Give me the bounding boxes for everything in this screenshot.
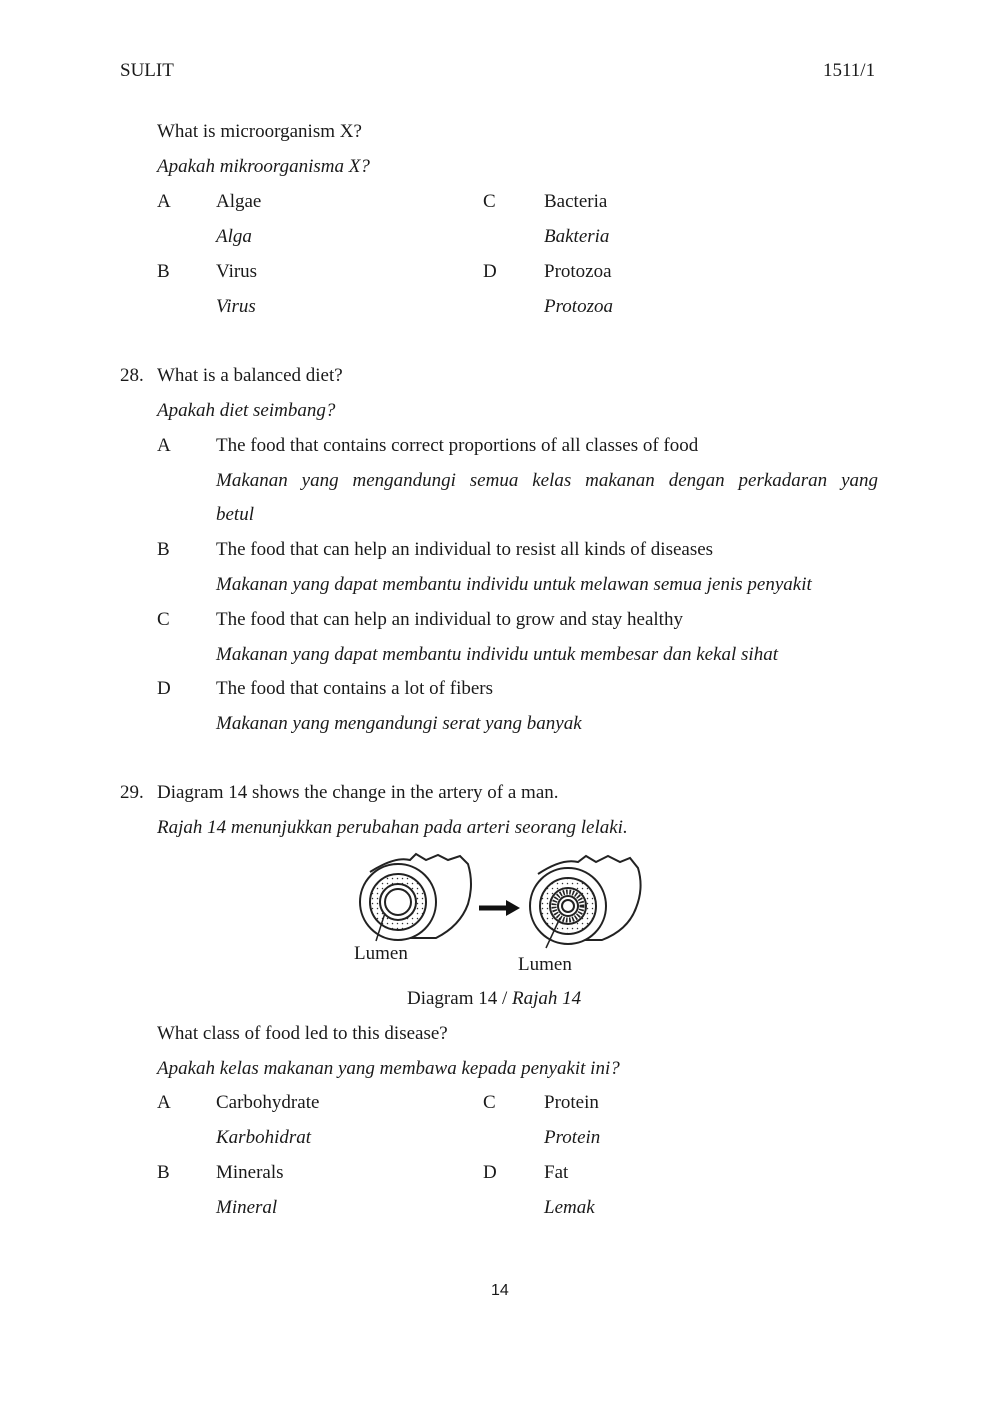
q29-option-d-ms: Lemak bbox=[544, 1197, 595, 1218]
diagram-14-caption bbox=[407, 987, 581, 1011]
question-28-text-ms: Apakah diet seimbang? bbox=[157, 400, 336, 421]
q27-option-a-letter: A bbox=[157, 191, 171, 212]
q28-option-a-letter: A bbox=[157, 435, 171, 456]
q27-option-c-ms: Bakteria bbox=[544, 226, 610, 247]
diagram-14-artery bbox=[340, 846, 660, 978]
question-29-text-en: What class of food led to this disease? bbox=[157, 1023, 448, 1044]
q28-option-c-ms: Makanan yang dapat membantu individu untuk membesar dan kekal sihat bbox=[216, 644, 778, 665]
q28-option-a-en: The food that contains correct proportions of all classes of food bbox=[216, 435, 699, 456]
artery-normal-drawing bbox=[360, 854, 471, 941]
q29-option-b-ms: Mineral bbox=[216, 1197, 278, 1218]
header-paper-code: 1511/1 bbox=[823, 60, 876, 81]
q28-option-a-ms-line2: betul bbox=[216, 504, 254, 525]
diagram-caption-en: Diagram 14 / bbox=[407, 988, 513, 1009]
header-sulit: SULIT bbox=[120, 60, 174, 81]
q27-option-b-ms: Virus bbox=[216, 296, 256, 317]
q27-option-c-en: Bacteria bbox=[544, 191, 608, 212]
q29-option-c-ms: Protein bbox=[544, 1127, 601, 1148]
q27-option-d-en: Protozoa bbox=[544, 261, 612, 282]
q28-option-d-en: The food that contains a lot of fibers bbox=[216, 678, 494, 699]
q28-option-a-ms-line1: Makanan yang mengandungi semua kelas makanan dengan perkadaran yang bbox=[216, 470, 878, 491]
q28-option-c-en: The food that can help an individual to grow and stay healthy bbox=[216, 609, 683, 630]
q28-option-b-letter: B bbox=[157, 539, 170, 560]
q27-option-b-en: Virus bbox=[216, 261, 258, 282]
q28-option-b-en: The food that can help an individual to resist all kinds of diseases bbox=[216, 539, 714, 560]
question-29-stem-en: Diagram 14 shows the change in the artery of a man. bbox=[157, 782, 559, 803]
q27-option-a-en: Algae bbox=[216, 191, 262, 212]
q29-option-a-ms: Karbohidrat bbox=[216, 1127, 312, 1148]
q28-option-b-ms: Makanan yang dapat membantu individu untuk melawan semua jenis penyakit bbox=[216, 574, 812, 595]
q27-option-b-letter: B bbox=[157, 261, 170, 282]
question-29-text-ms: Apakah kelas makanan yang membawa kepada penyakit ini? bbox=[157, 1058, 620, 1079]
diagram-label-lumen-left: Lumen bbox=[354, 943, 408, 964]
q28-option-d-letter: D bbox=[157, 678, 171, 699]
question-29-number: 29. bbox=[120, 782, 144, 803]
q29-option-d-en: Fat bbox=[544, 1162, 569, 1183]
question-29-stem-ms: Rajah 14 menunjukkan perubahan pada arteri seorang lelaki. bbox=[157, 817, 628, 838]
q28-option-d-ms: Makanan yang mengandungi serat yang banyak bbox=[216, 713, 582, 734]
q27-option-a-ms: Alga bbox=[216, 226, 252, 247]
question-27-text-en: What is microorganism X? bbox=[157, 121, 362, 142]
arrow-right-icon bbox=[479, 900, 520, 916]
q27-option-d-letter: D bbox=[483, 261, 497, 282]
q29-option-a-en: Carbohydrate bbox=[216, 1092, 320, 1113]
question-27-text-ms: Apakah mikroorganisma X? bbox=[157, 156, 370, 177]
diagram-label-lumen-right: Lumen bbox=[518, 954, 572, 975]
q29-option-a-letter: A bbox=[157, 1092, 171, 1113]
diagram-caption-ms: Rajah 14 bbox=[512, 988, 582, 1009]
artery-narrowed-drawing bbox=[530, 856, 641, 948]
q29-option-d-letter: D bbox=[483, 1162, 497, 1183]
q29-option-b-letter: B bbox=[157, 1162, 170, 1183]
page-number: 14 bbox=[491, 1282, 509, 1299]
q28-option-c-letter: C bbox=[157, 609, 170, 630]
q29-option-b-en: Minerals bbox=[216, 1162, 284, 1183]
q29-option-c-en: Protein bbox=[544, 1092, 599, 1113]
question-28-number: 28. bbox=[120, 365, 144, 386]
q29-option-c-letter: C bbox=[483, 1092, 496, 1113]
question-28-text-en: What is a balanced diet? bbox=[157, 365, 343, 386]
q27-option-d-ms: Protozoa bbox=[544, 296, 613, 317]
q27-option-c-letter: C bbox=[483, 191, 496, 212]
